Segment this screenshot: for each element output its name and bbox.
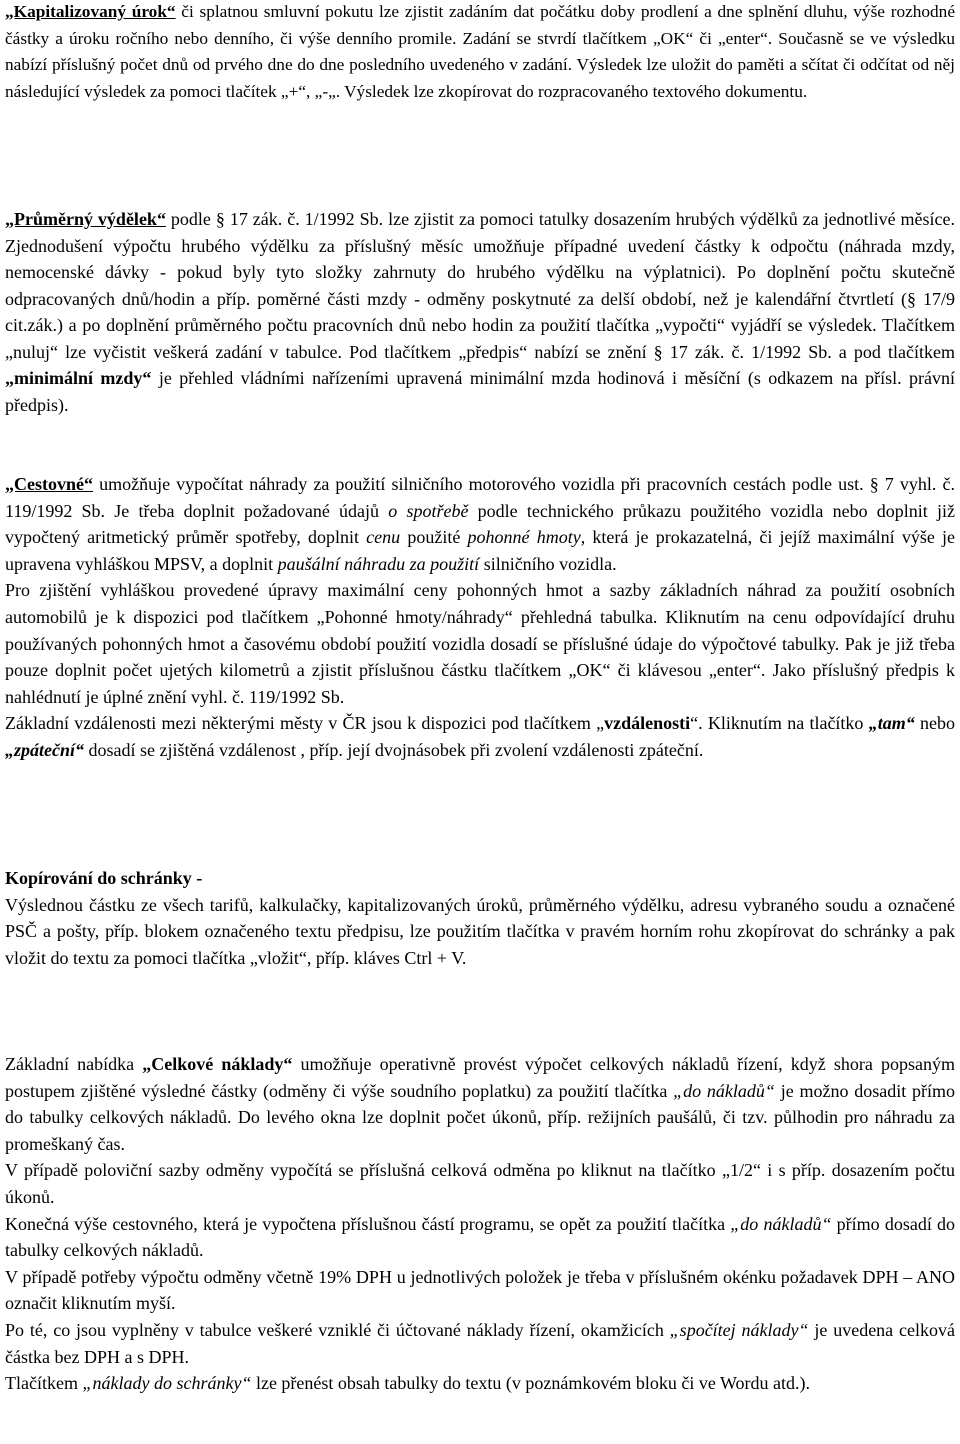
paragraph-text: Tlačítkem — [5, 1373, 83, 1394]
paragraph-text: podle § 17 zák. č. 1/1992 Sb. lze zjistit za pomoci tatulky dosazením hrubých výdělků za jednotlivé měsíce. Zjednodušení výpočtu hrubého výdělku za příslušný měsíc umožňuje případné uvedení částky k odpočtu (náhrada mzdy, nemocenské dávky - pokud byly tyto složky zahrnuty do hrubého výdělku na výplatnici). Po doplnění počtu skutečně odpracovaných dnů/hodin a příp. poměrné části mzdy - odměny poskytnuté za delší období, než je kalendářní čtvrtletí (§ 17/9 cit.zák.) a po doplnění průměrného počtu pracovních dnů nebo hodin za použití tlačítka „vypočti“ vyjádří se výsledek. Tlačítkem „nuluj“ lze vyčistit veškerá zadání v tabulce. Pod tlačítkem „předpis“ nabízí se znění § 17 zák. č. 1/1992 Sb. a pod tlačítkem — [5, 209, 956, 362]
section-celkove-naklady — [5, 1051, 955, 1397]
paragraph-text: dosadí se zjištěná vzdálenost , příp. její dvojnásobek při zvolení vzdálenosti zpáteční. — [84, 739, 704, 760]
paragraph-text: umožňuje operativně provést výpočet celkových nákladů řízení, když shora popsaným postupem zjištěné výsledné částky (odměny či výše soudního poplatku) za použití tlačítka — [5, 1054, 955, 1101]
paragraph-text: přímo dosadí do tabulky celkových nákladů. — [5, 1213, 956, 1261]
paragraph-text: umožňuje vypočítat náhrady za použití silničního motorového vozidla při pracovních cestách podle ust. § 7 vyhl. č. 119/1992 Sb. Je třeba doplnit požadované údajů — [5, 474, 955, 521]
italic-term: pohonné hmoty — [467, 527, 581, 548]
paragraph — [5, 1211, 955, 1264]
paragraph-text: je možno dosadit přímo do tabulky celkových nákladů. Do levého okna lze doplnit počet úkonů, příp. režijních paušálů, či tzv. půlhodin pro náhradu za promeškaný čas. — [5, 1080, 956, 1154]
paragraph-text: je uvedena celková částka bez DPH a s DPH. — [5, 1319, 955, 1367]
paragraph-text: silničního vozidla. — [479, 553, 617, 574]
bold-term: vzdálenosti — [604, 713, 691, 734]
paragraph-text: Po té, co jsou vyplněny v tabulce veškeré vzniklé či účtované náklady řízení, okamžicích — [5, 1319, 670, 1340]
paragraph: V případě poloviční sazby odměny vypočítá se příslušná celková odměna po kliknut na tlačítko „1/2“ i s příp. dosazením počtu úkonů. — [5, 1160, 955, 1207]
paragraph — [5, 1317, 955, 1370]
italic-term: „spočítej náklady“ — [669, 1319, 809, 1340]
paragraph-text: Základní nabídka — [5, 1054, 143, 1074]
paragraph-text: je přehled vládními nařízeními upravená minimální mzda hodinová i měsíční (s odkazem na přísl. právní předpis). — [5, 368, 956, 415]
section-kapitalizovany-urok — [5, 0, 955, 105]
bold-italic-term: „tam“ — [868, 713, 915, 734]
paragraph-text: Základní vzdálenosti mezi některými městy v ČR jsou k dispozici pod tlačítkem „ — [5, 713, 605, 734]
section-heading: „Průměrný výdělek“ — [5, 209, 166, 229]
section-heading: „Cestovné“ — [5, 474, 93, 494]
paragraph-text: podle technického průkazu použitého vozidla nebo doplnit již vypočtený aritmetický průměr spotřeby, doplnit — [5, 500, 955, 548]
paragraph: Pro zjištění vyhláškou provedené úpravy maximální ceny pohonných hmot a sazby základních náhrad za použití osobních automobilů je k dispozici pod tlačítkem „Pohonné hmoty/náhrady“ přehledná tabulka. Kliknutím na cenu odpovídající druhu používaných pohonných hmot a časovému období použití vozidla dosadí se příslušné údaje do výpočtové tabulky. Pak je již třeba pouze doplnit počet ujetých kilometrů a zjistit příslušnou částku tlačítkem „OK“ či klávesou „enter“. Jako příslušný předpis k nahlédnutí je úplné znění vyhl. č. 119/1992 Sb. — [5, 580, 955, 707]
italic-term: „do nákladů“ — [730, 1213, 832, 1234]
italic-term: „náklady do schránky“ — [82, 1373, 252, 1394]
paragraph — [5, 471, 955, 577]
paragraph-text: , která je prokazatelná, či jejíž maximální výše je upravena vyhláškou MPSV, a doplnit — [5, 527, 956, 574]
paragraph-text: lze přenést obsah tabulky do textu (v poznámkovém bloku či ve Wordu atd.). — [251, 1373, 811, 1394]
paragraph: Výslednou částku ze všech tarifů, kalkulačky, kapitalizovaných úroků, průměrného výdělku, adresu vybraného soudu a označené PSČ a pošty, příp. blokem označeného textu předpisu, lze použitím tlačítka v pravém horním rohu zkopírovat do schránky a pak vložit do textu za pomoci tlačítka „vložit“, příp. kláves Ctrl + V. — [5, 894, 955, 968]
paragraph: V případě potřeby výpočtu odměny včetně 19% DPH u jednotlivých položek je třeba v příslušném okénku požadavek DPH – ANO označit kliknutím myší. — [5, 1266, 955, 1314]
italic-term: „do nákladů“ — [673, 1080, 775, 1101]
italic-term: o spotřebě — [388, 500, 469, 521]
section-prumerny-vydelek — [5, 206, 955, 418]
paragraph — [5, 1051, 955, 1157]
paragraph-text: “. Kliknutím na tlačítko — [690, 713, 869, 734]
paragraph-text: použité — [400, 527, 468, 548]
bold-term: „minimální mzdy“ — [5, 368, 152, 388]
italic-term: cenu — [366, 527, 401, 548]
section-heading: „Kapitalizovaný úrok“ — [5, 2, 176, 21]
section-heading: Kopírování do schránky - — [5, 868, 203, 888]
bold-term: „Celkové náklady“ — [142, 1054, 293, 1074]
paragraph-text: Konečná výše cestovného, která je vypočtena příslušnou částí programu, se opět za použití tlačítka — [5, 1213, 731, 1234]
paragraph-text: nebo — [914, 713, 955, 734]
section-kopirovani — [5, 865, 955, 971]
paragraph — [5, 710, 955, 763]
italic-term: paušální náhradu za použití — [277, 553, 480, 574]
paragraph — [5, 206, 955, 418]
paragraph — [5, 1370, 955, 1397]
paragraph-text: či splatnou smluvní pokutu lze zjistit zadáním dat počátku doby prodlení a dne splnění dluhu, výše rozhodné částky a úroku ročního nebo denního, či výše denního promile. Zadání se stvrdí tlačítkem „OK“ či „enter“. Současně se ve výsledku nabízí příslušný počet dnů od prvého dne do dne posledního uvedeného v zadání. Výsledek lze uložit do paměti a sčítat či odčítat od něj následující výsledek za pomoci tlačítek „+“, „-„. Výsledek lze zkopírovat do rozpracovaného textového dokumentu. — [5, 2, 955, 101]
section-cestovne — [5, 471, 955, 764]
bold-italic-term: „zpáteční“ — [5, 739, 84, 760]
paragraph — [5, 0, 955, 105]
